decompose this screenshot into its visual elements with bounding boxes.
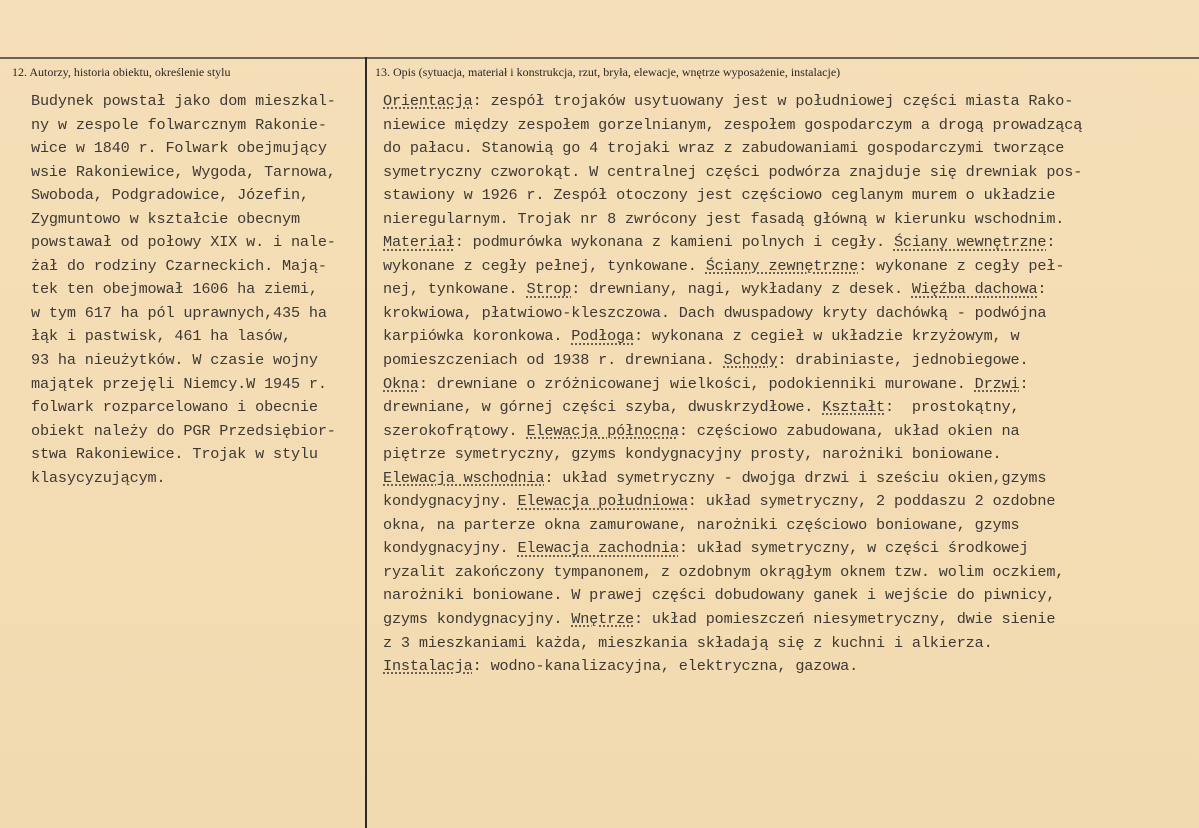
description-text-run: krokwiowa, płatwiowo-kleszczowa. Dach dwuspadowy kryty dachówką - podwójna: [383, 303, 1047, 322]
description-line: [383, 490, 1082, 514]
description-line: [383, 373, 1082, 397]
description-text-run: okna, na parterze okna zamurowane, narożniki częściowo boniowane, gzyms: [383, 515, 1020, 534]
description-text-run: gzyms kondygnacyjny.: [383, 610, 572, 629]
section-term: Elewacja wschodnia: [383, 468, 545, 487]
description-line: [383, 608, 1082, 632]
description-line: [383, 514, 1082, 538]
description-text-run: pomieszczeniach od 1938 r. drewniana.: [383, 351, 724, 370]
description-text-run: : częściowo zabudowana, układ okien na: [678, 421, 1020, 440]
description-text-run: nej, tynkowane.: [383, 280, 527, 299]
description-text-run: piętrze symetryczny, gzyms kondygnacyjny prosty, narożniki boniowane.: [383, 445, 1002, 464]
description-line: [383, 302, 1082, 326]
history-line: folwark rozparcelowano i obecnie: [31, 398, 318, 417]
section-term: Kształt: [822, 398, 885, 417]
description-line: [383, 420, 1082, 444]
description-text-run: : układ pomieszczeń niesymetryczny, dwie sienie: [634, 610, 1056, 629]
header-divider: [0, 57, 1199, 59]
description-line: [383, 537, 1082, 561]
history-line: obiekt należy do PGR Przedsiębior-: [31, 421, 336, 440]
description-line: [383, 255, 1082, 279]
description-text-run: stawiony w 1926 r. Zespół otoczony jest częściowo ceglanym murem o układzie: [383, 186, 1056, 205]
description-text-run: szerokofrątowy.: [383, 421, 527, 440]
history-line: powstawał od połowy XIX w. i nale-: [31, 233, 336, 252]
section-term: Drzwi: [974, 374, 1020, 393]
section-term: Instalacja: [383, 657, 473, 676]
section-term: Elewacja południowa: [517, 492, 688, 511]
description-text-run: kondygnacyjny.: [383, 492, 518, 511]
description-text-run: : podmurówka wykonana z kamieni polnych i cegły.: [454, 233, 894, 252]
history-line: Budynek powstał jako dom mieszkal-: [31, 92, 336, 110]
description-text-run: z 3 mieszkaniami każda, mieszkania składają się z kuchni i alkierza.: [383, 633, 993, 652]
section-term: Strop: [526, 280, 572, 299]
history-line: tek ten obejmował 1606 ha ziemi,: [31, 280, 318, 299]
section-term: Orientacja: [383, 92, 473, 110]
description-text-run: : wykonane z cegły peł-: [858, 256, 1065, 275]
description-line: [383, 561, 1082, 585]
description-text-run: : drewniane o zróżnicowanej wielkości, podokienniki murowane.: [418, 374, 975, 393]
description-line: [383, 325, 1082, 349]
description-text-run: symetryczny czworokąt. W centralnej części podwórza znajduje się drewniak pos-: [383, 162, 1083, 181]
section-term: Podłoga: [571, 327, 634, 346]
description-text-run: narożniki boniowane. W prawej części dobudowany ganek i wejście do piwnicy,: [383, 586, 1056, 605]
description-line: [383, 208, 1082, 232]
section-term: Ściany zewnętrzne: [705, 256, 859, 275]
description-text-run: ryzalit zakończony tympanonem, z ozdobnym okrągłym oknem tzw. wolim oczkiem,: [383, 562, 1065, 581]
description-text-run: :: [1019, 374, 1029, 393]
description-line: [383, 443, 1082, 467]
section-term: Wnętrze: [571, 610, 634, 629]
description-text-run: :: [1037, 280, 1047, 299]
description-text-run: : prostokątny,: [885, 398, 1020, 417]
description-text-run: karpiówka koronkowa.: [383, 327, 572, 346]
description-line: [383, 632, 1082, 656]
column-divider: [365, 57, 367, 828]
description-text-run: : układ symetryczny, w części środkowej: [678, 539, 1029, 558]
description-text-run: :: [1046, 233, 1056, 252]
description-line: [383, 184, 1082, 208]
history-line: żał do rodziny Czarneckich. Mają-: [31, 256, 327, 275]
section-term: Ściany wewnętrzne: [893, 233, 1047, 252]
history-line: wsie Rakoniewice, Wygoda, Tarnowa,: [31, 162, 336, 181]
section-term: Materiał: [383, 233, 455, 252]
description-text-run: wykonane z cegły pełnej, tynkowane.: [383, 256, 706, 275]
history-line: stwa Rakoniewice. Trojak w stylu: [31, 445, 318, 464]
description-text-run: do pałacu. Stanowią go 4 trojaki wraz z zabudowaniami gospodarczymi tworzące: [383, 139, 1065, 158]
section-12-heading: 12. Autorzy, historia obiektu, określenie stylu: [12, 65, 231, 79]
history-line: łąk i pastwisk, 461 ha lasów,: [31, 327, 291, 346]
description-text-run: niewice między zespołem gorzelnianym, zespołem gospodarczym a drogą prowadzącą: [383, 115, 1083, 134]
section-term: Elewacja północna: [526, 421, 679, 440]
description-text-run: : układ symetryczny, 2 poddaszu 2 ozdobne: [687, 492, 1056, 511]
description-line: [383, 349, 1082, 373]
description-line: [383, 584, 1082, 608]
description-text-run: nieregularnym. Trojak nr 8 zwrócony jest fasadą główną w kierunku wschodnim.: [383, 209, 1065, 228]
description-line: [383, 396, 1082, 420]
description-text-run: : wykonana z cegieł w układzie krzyżowym, w: [634, 327, 1020, 346]
section-term: Elewacja zachodnia: [517, 539, 679, 558]
history-line: ny w zespole folwarcznym Rakonie-: [31, 115, 327, 134]
description-line: [383, 90, 1082, 114]
description-line: [383, 114, 1082, 138]
history-line: klasycyzującym.: [31, 468, 166, 487]
description-line: [383, 467, 1082, 491]
history-line: Zygmuntowo w kształcie obecnym: [31, 209, 300, 228]
description-line: [383, 278, 1082, 302]
description-line: [383, 231, 1082, 255]
history-line: Swoboda, Podgradowice, Józefin,: [31, 186, 309, 205]
description-line: [383, 161, 1082, 185]
history-line: majątek przejęli Niemcy.W 1945 r.: [31, 374, 327, 393]
description-line: [383, 137, 1082, 161]
description-text-run: drewniane, w górnej części szyba, dwuskrzydłowe.: [383, 398, 823, 417]
description-line: [383, 655, 1082, 679]
section-term: Więźba dachowa: [911, 280, 1038, 299]
description-text-run: : zespół trojaków usytuowany jest w południowej części miasta Rako-: [472, 92, 1074, 110]
history-text: [31, 90, 336, 490]
section-13-heading: 13. Opis (sytuacja, materiał i konstrukcja, rzut, bryła, elewacje, wnętrze wyposażenie, instalacje): [375, 65, 841, 79]
history-line: w tym 617 ha pól uprawnych,435 ha: [31, 303, 327, 322]
description-text-run: : drewniany, nagi, wykładany z desek.: [571, 280, 912, 299]
description-text-run: : drabiniaste, jednobiegowe.: [777, 351, 1029, 370]
description-text-run: kondygnacyjny.: [383, 539, 518, 558]
section-term: Okna: [383, 374, 419, 393]
description-text-run: : układ symetryczny - dwojga drzwi i sześciu okien,gzyms: [544, 468, 1047, 487]
description-text-run: : wodno-kanalizacyjna, elektryczna, gazowa.: [472, 657, 859, 676]
history-line: 93 ha nieużytków. W czasie wojny: [31, 351, 318, 370]
history-line: wice w 1840 r. Folwark obejmujący: [31, 139, 327, 158]
section-term: Schody: [723, 351, 778, 370]
description-text: [383, 90, 1082, 679]
